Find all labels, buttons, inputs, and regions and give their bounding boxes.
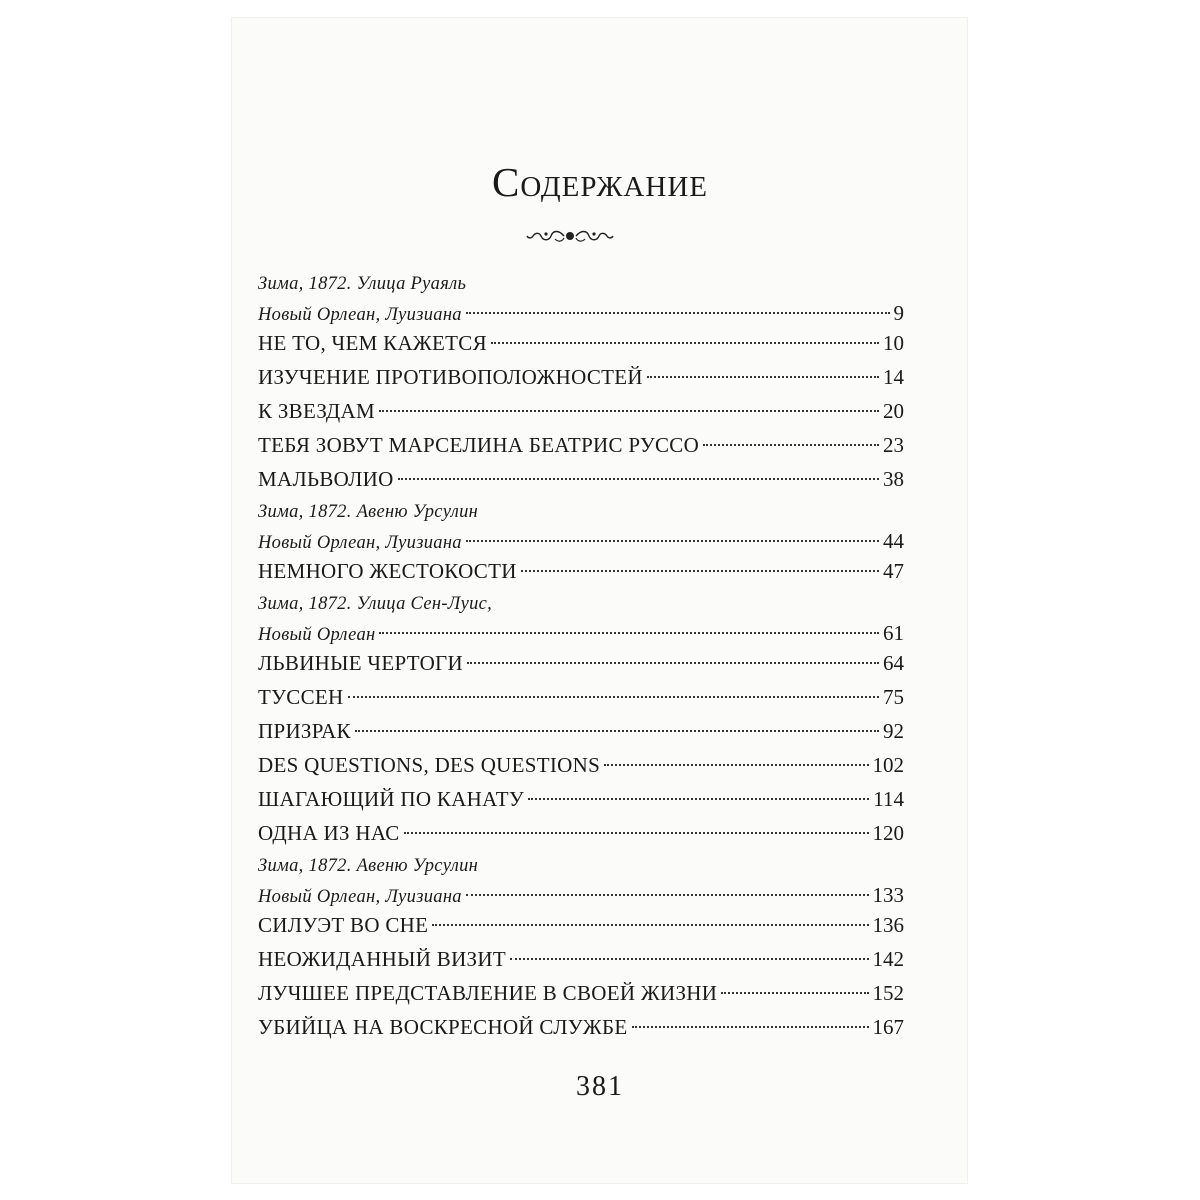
toc-dot-leader xyxy=(528,798,869,800)
toc-entry xyxy=(258,528,904,554)
toc-dot-leader xyxy=(604,764,868,766)
toc-entry-title: DES QUESTIONS, DES QUESTIONS xyxy=(258,753,601,777)
toc-entry xyxy=(258,394,904,428)
toc-entry-page: 120 xyxy=(872,821,904,845)
toc-entry-page: 64 xyxy=(883,651,904,675)
toc-entry-title: НЕОЖИДАННЫЙ ВИЗИТ xyxy=(258,947,506,971)
toc-entry-page: 136 xyxy=(872,913,904,937)
toc-entry-page: 20 xyxy=(883,399,904,423)
toc-entry xyxy=(258,498,904,526)
toc-dot-leader xyxy=(466,312,890,314)
toc-entry-page: 47 xyxy=(883,559,904,583)
toc-dot-leader xyxy=(703,444,879,446)
toc-entry xyxy=(258,360,904,394)
toc-entry-title: МАЛЬВОЛИО xyxy=(258,467,394,491)
toc-entry xyxy=(258,852,904,880)
toc-entry xyxy=(258,816,904,850)
toc-entry-title: Зима, 1872. Улица Руаяль xyxy=(258,274,467,294)
toc-entry-title: Новый Орлеан xyxy=(258,625,376,645)
toc-entry-title: Зима, 1872. Улица Сен-Луис, xyxy=(258,594,493,614)
toc-entry xyxy=(258,680,904,714)
toc-entry-title: НЕ ТО, ЧЕМ КАЖЕТСЯ xyxy=(258,331,487,355)
toc-dot-leader xyxy=(521,570,879,572)
toc-entry-title: ЛЬВИНЫЕ ЧЕРТОГИ xyxy=(258,651,463,675)
toc-entry-title: ОДНА ИЗ НАС xyxy=(258,821,400,845)
toc-entry-title: ТУССЕН xyxy=(258,685,344,709)
toc-entry xyxy=(258,748,904,782)
toc-entry-title: Новый Орлеан, Луизиана xyxy=(258,533,462,553)
toc-entry xyxy=(258,782,904,816)
toc-entry-page: 133 xyxy=(872,883,904,907)
toc-entry-page: 23 xyxy=(883,433,904,457)
toc-dot-leader xyxy=(432,924,868,926)
toc-entry-page: 167 xyxy=(872,1015,904,1039)
toc-entry-page: 38 xyxy=(883,467,904,491)
toc-dot-leader xyxy=(466,540,879,542)
toc-entry-title: ШАГАЮЩИЙ ПО КАНАТУ xyxy=(258,787,525,811)
toc-entry xyxy=(258,300,904,326)
flourish-ornament-icon xyxy=(525,224,615,248)
toc-dot-leader xyxy=(491,342,879,344)
toc-entry xyxy=(258,326,904,360)
page-title: Содержание xyxy=(492,159,708,205)
toc-entry-title: К ЗВЕЗДАМ xyxy=(258,399,375,423)
toc-entry xyxy=(258,270,904,298)
toc-entry xyxy=(258,428,904,462)
toc-entry-page: 92 xyxy=(883,719,904,743)
toc-entry-page: 152 xyxy=(872,981,904,1005)
toc-entry-title: НЕМНОГО ЖЕСТОКОСТИ xyxy=(258,559,517,583)
toc-entry-page: 10 xyxy=(883,331,904,355)
toc-entry xyxy=(258,976,904,1010)
toc-entry-title: ИЗУЧЕНИЕ ПРОТИВОПОЛОЖНОСТЕЙ xyxy=(258,365,643,389)
toc-dot-leader xyxy=(348,696,879,698)
toc-entry-title: Зима, 1872. Авеню Урсулин xyxy=(258,502,479,522)
toc-entry xyxy=(258,882,904,908)
toc-dot-leader xyxy=(398,478,879,480)
toc-entry xyxy=(258,554,904,588)
toc-dot-leader xyxy=(721,992,868,994)
toc-dot-leader xyxy=(379,410,879,412)
toc-entry-page: 102 xyxy=(872,753,904,777)
toc-entry xyxy=(258,646,904,680)
toc-entry xyxy=(258,908,904,942)
toc-entry-title: Новый Орлеан, Луизиана xyxy=(258,305,462,325)
toc-entry-title: ЛУЧШЕЕ ПРЕДСТАВЛЕНИЕ В СВОЕЙ ЖИЗНИ xyxy=(258,981,718,1005)
toc-entry-title: УБИЙЦА НА ВОСКРЕСНОЙ СЛУЖБЕ xyxy=(258,1015,628,1039)
toc-dot-leader xyxy=(510,958,869,960)
toc-entry-title: Новый Орлеан, Луизиана xyxy=(258,887,462,907)
toc-dot-leader xyxy=(632,1026,869,1028)
toc-entry-title: Зима, 1872. Авеню Урсулин xyxy=(258,856,479,876)
toc-entry xyxy=(258,590,904,618)
toc-entry-title: СИЛУЭТ ВО СНЕ xyxy=(258,913,429,937)
toc-entry-page: 142 xyxy=(872,947,904,971)
toc-dot-leader xyxy=(379,632,879,634)
table-of-contents xyxy=(258,268,904,1044)
toc-entry-page: 14 xyxy=(883,365,904,389)
toc-dot-leader xyxy=(647,376,879,378)
toc-dot-leader xyxy=(355,730,879,732)
toc-entry-page: 61 xyxy=(883,621,904,645)
toc-entry-title: ПРИЗРАК xyxy=(258,719,351,743)
toc-entry-page: 9 xyxy=(893,301,904,325)
toc-entry-page: 114 xyxy=(873,787,904,811)
toc-dot-leader xyxy=(467,662,879,664)
toc-entry-page: 44 xyxy=(883,529,904,553)
toc-entry-title: ТЕБЯ ЗОВУТ МАРСЕЛИНА БЕАТРИС РУССО xyxy=(258,433,700,457)
toc-entry xyxy=(258,620,904,646)
toc-entry-page: 75 xyxy=(883,685,904,709)
toc-dot-leader xyxy=(466,894,869,896)
toc-entry xyxy=(258,1010,904,1044)
toc-entry xyxy=(258,942,904,976)
page-number: 381 xyxy=(576,1071,624,1102)
toc-entry xyxy=(258,714,904,748)
toc-entry xyxy=(258,462,904,496)
toc-dot-leader xyxy=(404,832,869,834)
